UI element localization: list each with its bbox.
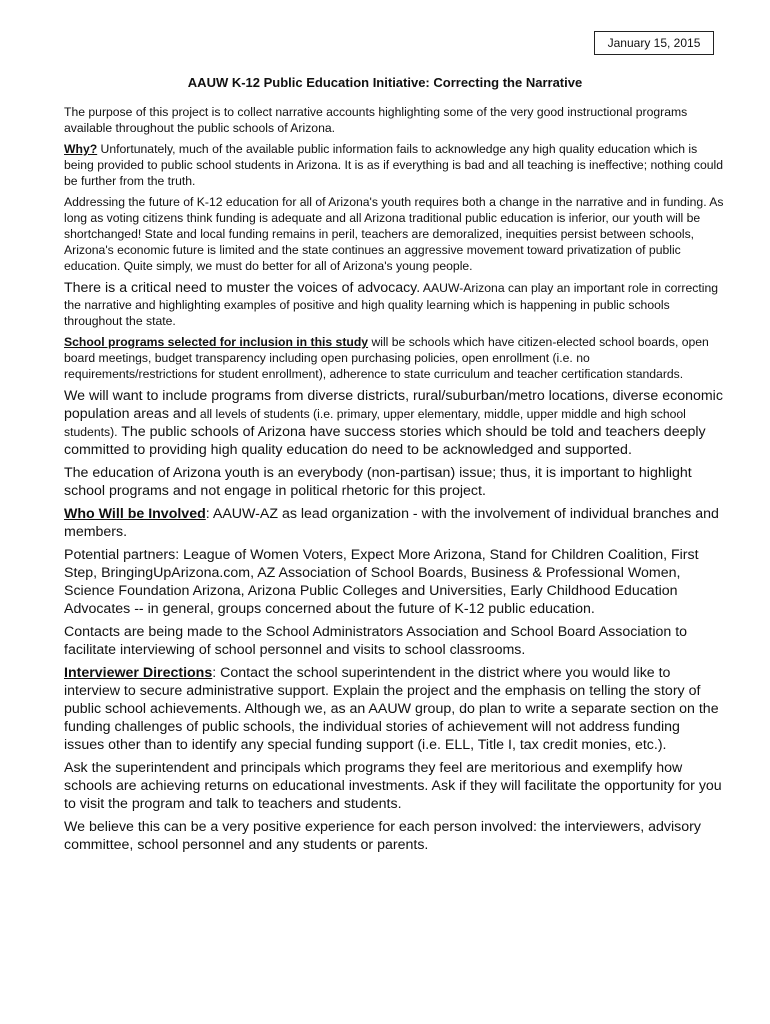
selection-text: will be schools which have citizen-elected school boards, open board meetings, budget transparency including open purchasing policies, open enrollment (i.e. no requirements/restrictions for student enrollment), adherence to state curriculum and teacher certification standards.	[64, 335, 709, 381]
paragraph-future: Addressing the future of K-12 education for all of Arizona's youth requires both a change in the narrative and in funding. As long as voting citizens think funding is adequate and all Arizona traditional public education is inferior, our youth will be shortchanged! State and local funding remains in peril, teachers are demoralized, inequities persist between schools, Arizona's economic future is limited and the state continues an aggressive movement toward privatization of public education. Quite simply, we must do better for all of Arizona's young people.	[64, 195, 724, 273]
diversity-text-c: The public schools of Arizona have success stories which should be told and teachers deeply committed to providing high quality education do need to be acknowledged and supported.	[64, 424, 706, 458]
advocacy-lead: There is a critical need to muster the voices of advocacy.	[64, 280, 421, 296]
why-text: Unfortunately, much of the available public information fails to acknowledge any high quality education which is being provided to public school students in Arizona. It is as if everything is bad and all teaching is ineffective; nothing could be further from the truth.	[64, 142, 723, 188]
document-body	[64, 104, 724, 859]
document-title: AAUW K-12 Public Education Initiative: Correcting the Narrative	[187, 75, 583, 90]
paragraph-nonpartisan: The education of Arizona youth is an everybody (non-partisan) issue; thus, it is important to highlight school programs and not engage in political rhetoric for this project.	[64, 465, 692, 499]
paragraph-ask: Ask the superintendent and principals which programs they feel are meritorious and exemplify how schools are achieving returns on educational investments. Ask if they will facilitate the opportunity for you to visit the program and talk to teachers and students.	[64, 760, 722, 812]
why-label: Why?	[64, 142, 98, 156]
paragraph-selection	[64, 334, 724, 382]
involved-label: Who Will be Involved	[64, 506, 206, 522]
diversity-text-a: We will want to include programs from diverse districts, rural/suburban/metro locations, diverse economic population areas and	[64, 388, 723, 422]
paragraph-purpose: The purpose of this project is to collect narrative accounts highlighting some of the very good instructional programs available throughout the public schools of Arizona.	[64, 105, 688, 135]
diversity-text-b: all levels of students (i.e. primary, upper elementary, middle, upper middle and high school students).	[64, 407, 686, 439]
selection-label: School programs selected for inclusion in this study	[64, 335, 369, 349]
paragraph-directions	[64, 664, 724, 754]
advocacy-text: AAUW-Arizona can play an important role in correcting the narrative and highlighting examples of positive and high quality learning which is happening in public schools throughout the state.	[64, 281, 718, 328]
directions-label: Interviewer Directions	[64, 665, 213, 681]
paragraph-involved	[64, 505, 724, 541]
paragraph-contacts: Contacts are being made to the School Administrators Association and School Board Association to facilitate interviewing of school personnel and visits to school classrooms.	[64, 624, 688, 658]
paragraph-partners: Potential partners: League of Women Voters, Expect More Arizona, Stand for Children Coalition, First Step, BringingUpArizona.com, AZ Association of School Boards, Business & Professional Women, Science Foundation Arizona, Arizona Public Colleges and Universities, Early Childhood Education Advocates -- in general, groups concerned about the future of K-12 public education.	[64, 547, 699, 617]
paragraph-diversity	[64, 387, 724, 459]
paragraph-why	[64, 141, 724, 189]
date-box: January 15, 2015	[594, 31, 714, 55]
directions-text: : Contact the school superintendent in the district where you would like to interview to secure administrative support. Explain the project and the emphasis on telling the story of public school achievements. Although we, as an AAUW group, do plan to write a separate section on the funding challenges of public schools, the individual stories of achievement will not address funding issues other than to identify any special funding support (i.e. ELL, Title I, tax credit monies, etc.).	[64, 665, 719, 753]
paragraph-believe: We believe this can be a very positive experience for each person involved: the interviewers, advisory committee, school personnel and any students or parents.	[64, 819, 701, 853]
paragraph-advocacy	[64, 279, 724, 329]
involved-text: : AAUW-AZ as lead organization - with the involvement of individual branches and members.	[64, 506, 719, 540]
